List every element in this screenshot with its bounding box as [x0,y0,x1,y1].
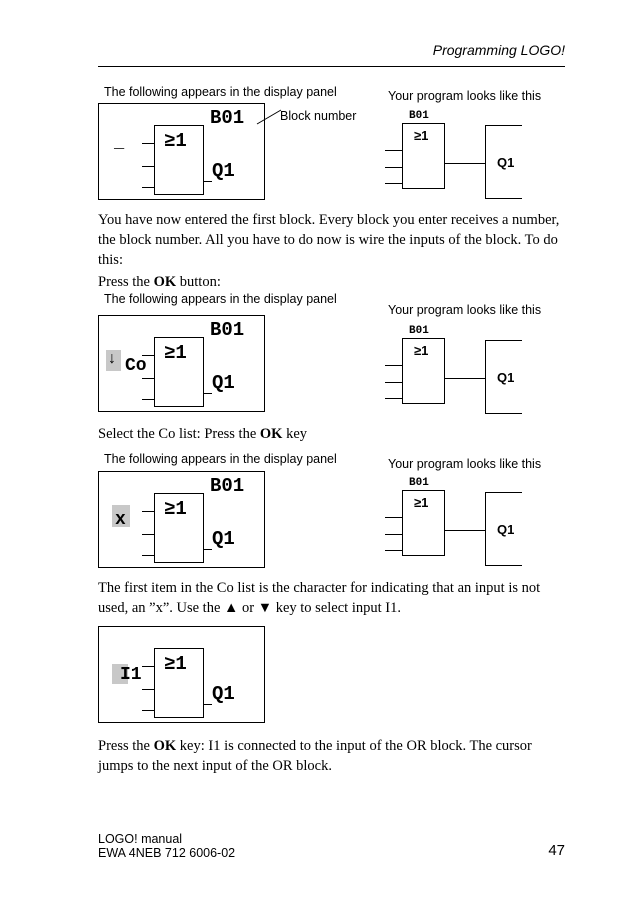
output-label: Q1 [212,160,235,182]
ok-key-label: OK [153,738,177,754]
page-header: Programming LOGO! [432,42,565,58]
arrow-down-icon: ↓ [108,350,116,367]
input-line [142,187,154,188]
text: Press the [98,274,154,290]
ok-key-label: OK [259,426,283,442]
input-line [142,355,154,356]
program-output-label: Q1 [497,522,515,537]
paragraph-select-co [98,424,568,444]
input-line [142,534,154,535]
paragraph-i1-connected [98,736,568,776]
gate-symbol: ≥1 [164,342,187,364]
program-gate-symbol: ≥1 [414,495,429,510]
input-i1-label: I1 [120,665,142,685]
program-input-line [385,365,402,366]
text: Press the [98,738,154,754]
caption-display-panel: The following appears in the display panel [104,452,337,466]
program-input-line [385,183,402,184]
output-line [204,704,212,705]
ok-key-label: OK [153,274,177,290]
input-line [142,511,154,512]
block-number: B01 [210,319,245,341]
program-diagram-1 [385,103,525,203]
paragraph-first-block: You have now entered the first block. Every block you enter receives a number, the block number. All you have to do now is wire the inputs of the block. To do this: [98,212,560,268]
program-output-line [445,163,485,164]
input-line [142,555,154,556]
program-gate-symbol: ≥1 [414,343,429,358]
text: Select the Co list: Press the [98,426,260,442]
text: key to select input I1. [272,600,401,616]
program-output-label: Q1 [497,155,515,170]
input-line [142,166,154,167]
program-diagram-3 [385,470,525,570]
footer-manual: LOGO! manual [98,832,183,846]
program-block-number: B01 [409,477,429,489]
caption-program: Your program looks like this [388,457,542,471]
program-diagram-2 [385,318,525,418]
header-rule [98,66,565,67]
gate-symbol: ≥1 [164,130,187,152]
footer-doc-number: EWA 4NEB 712 6006-02 [98,846,236,860]
output-label: Q1 [212,683,235,705]
output-line [204,393,212,394]
input-prompt: _ [114,134,125,153]
output-label: Q1 [212,372,235,394]
caption-display-panel: The following appears in the display panel [104,85,337,99]
text: The first item in the Co list is the character for indicating that an input is not used, an ”x”. Use the [98,580,541,616]
display-panel-1 [98,103,265,200]
program-input-line [385,167,402,168]
program-block-number: B01 [409,110,429,122]
input-line [142,666,154,667]
program-input-line [385,150,402,151]
program-output-label: Q1 [497,370,515,385]
program-output-line [445,530,485,531]
paragraph-press-ok [98,272,568,292]
output-line [204,549,212,550]
program-input-line [385,398,402,399]
output-line [204,181,212,182]
block-number: B01 [210,107,245,129]
program-input-line [385,517,402,518]
input-line [142,689,154,690]
up-arrow-key-icon: ▲ [224,600,239,616]
text: or [238,600,258,616]
display-panel-2 [98,315,265,412]
block-number-label: Block number [280,109,357,123]
down-arrow-key-icon: ▼ [257,600,273,616]
program-input-line [385,534,402,535]
connector-label: Co [125,356,147,376]
text: button: [176,274,221,290]
input-line [142,710,154,711]
text: key [282,426,308,442]
program-output-line [445,378,485,379]
caption-display-panel: The following appears in the display panel [104,292,337,306]
unused-input-x: x [115,510,126,530]
caption-program: Your program looks like this [388,89,542,103]
output-label: Q1 [212,528,235,550]
display-panel-3 [98,471,265,568]
program-block-number: B01 [409,325,429,337]
text: key: I1 is connected to the input of the OR block. The cursor jumps to the next input of the OR block. [98,738,532,774]
input-line [142,378,154,379]
program-input-line [385,550,402,551]
input-line [142,143,154,144]
program-gate-symbol: ≥1 [414,128,429,143]
program-input-line [385,382,402,383]
gate-symbol: ≥1 [164,498,187,520]
page-number: 47 [548,842,565,859]
gate-symbol: ≥1 [164,653,187,675]
input-line [142,399,154,400]
block-number: B01 [210,475,245,497]
caption-program: Your program looks like this [388,303,542,317]
paragraph-co-list [98,578,568,618]
display-panel-4 [98,626,265,723]
